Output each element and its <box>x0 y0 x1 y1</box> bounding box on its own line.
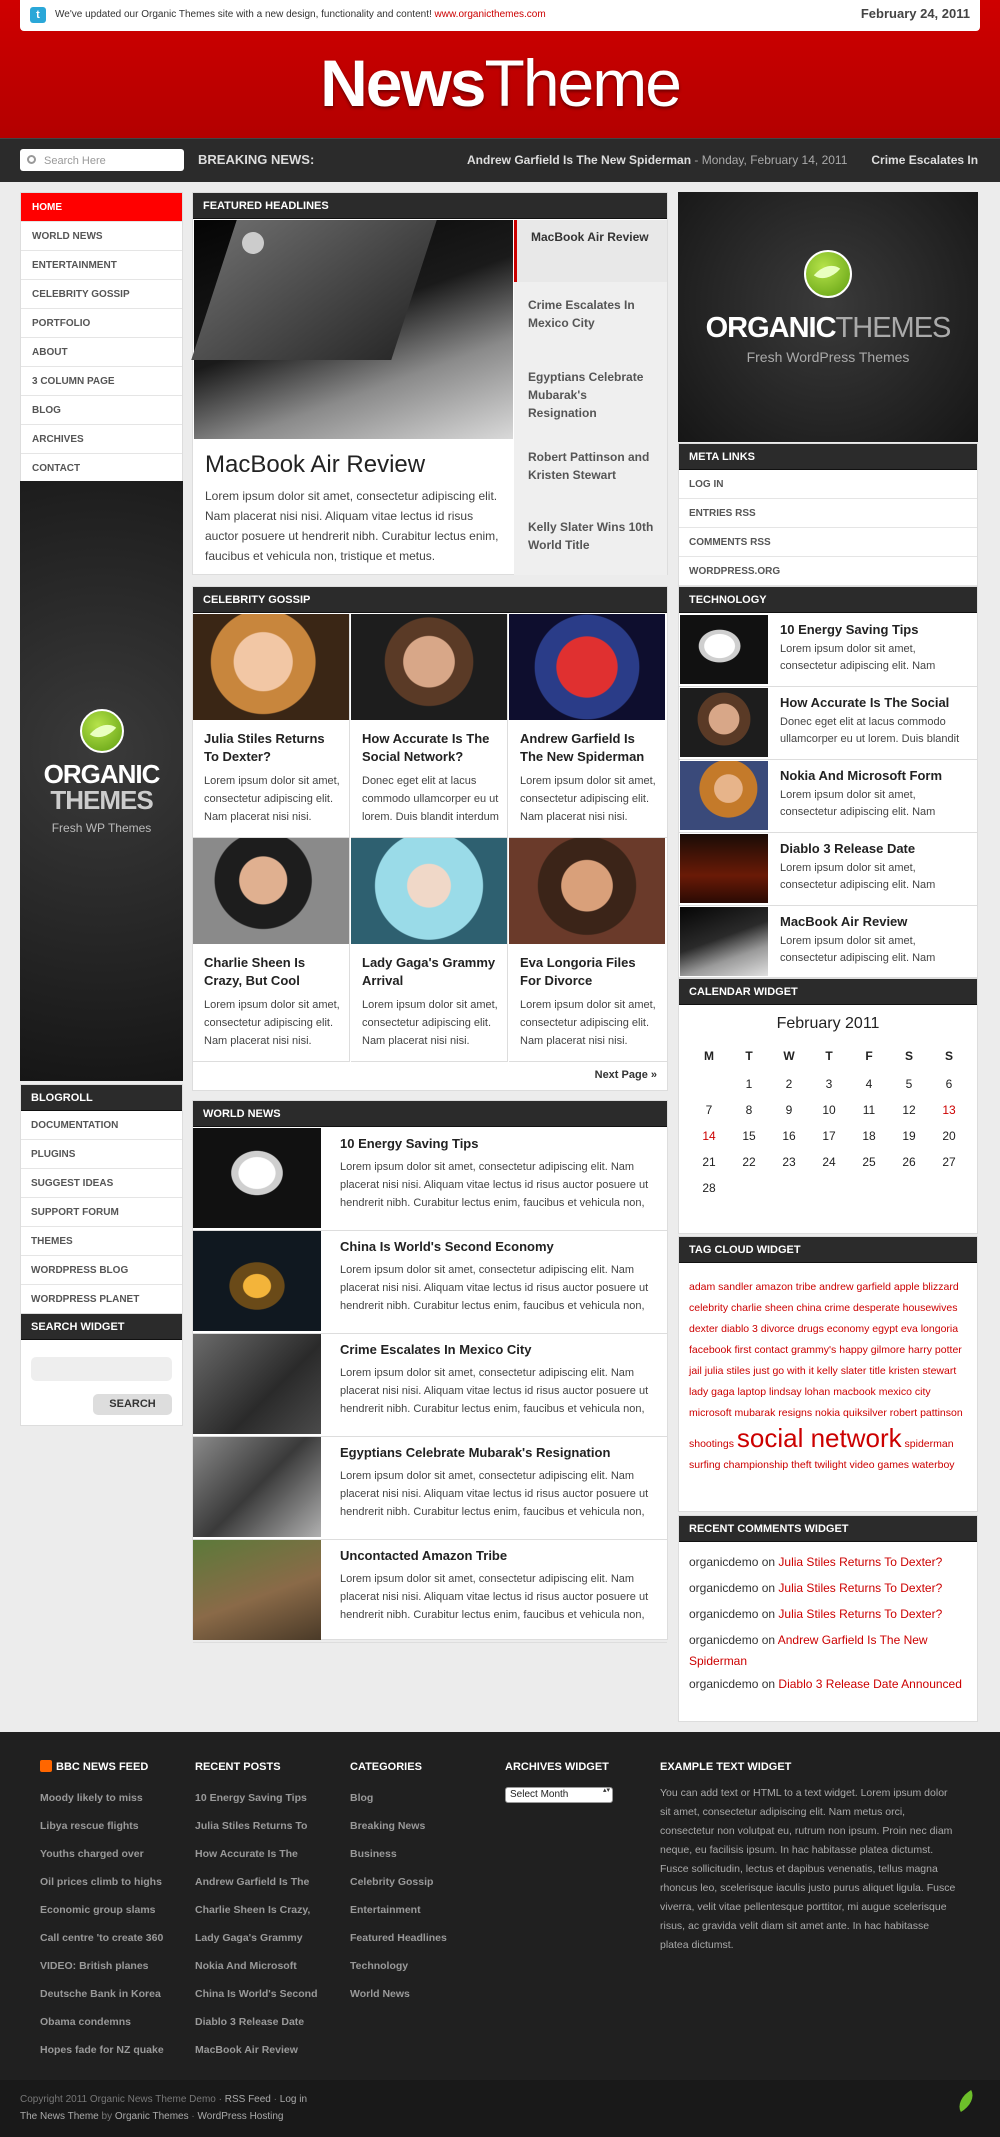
calendar-day[interactable]: 26 <box>902 1155 916 1169</box>
recent-post-link[interactable]: Charlie Sheen Is Crazy, <box>195 1904 311 1916</box>
featured-headlines <box>192 192 668 575</box>
calendar-month: February 2011 <box>776 1015 880 1032</box>
blogroll-link[interactable]: THEMES <box>21 1227 182 1256</box>
credits-line: The News Theme by Organic Themes · WordPress Hosting <box>20 2111 284 2122</box>
recent-comments-widget <box>678 1515 978 1722</box>
celebrity-gossip <box>192 586 668 1091</box>
world-news-row[interactable] <box>193 1128 667 1231</box>
rss-icon <box>40 1760 52 1772</box>
recent-post-link[interactable]: Andrew Garfield Is The <box>195 1876 310 1888</box>
meta-links-widget <box>678 443 978 587</box>
text-widget-body: You can add text or HTML to a text widget. Lorem ipsum dolor sit amet, consectetur adipiscing elit. Nam metus orci, consectetur non volutpat eu, rutrum non ipsum. Proin nec diam neque, eu facilisis ipsum. In hac habitasse platea dictumst. Fusce sollicitudin, lectus et dapibus venenatis, tellus magna rhoncus leo, scelerisque iaculis justo purus aliquet ligula. Fusce viverra, velit vitae pellentesque porttitor, mi augue scelerisque risus, ac gravida velit diam sit amet ante. In hac habitasse platea dictumst. <box>660 1787 956 1951</box>
nav-item-blog[interactable]: BLOG <box>21 396 182 425</box>
blogroll-title: BLOGROLL <box>21 1085 182 1111</box>
technology-title[interactable]: How Accurate Is The Social <box>780 695 950 710</box>
gossip-title: CELEBRITY GOSSIP <box>193 587 667 613</box>
featured-excerpt: Lorem ipsum dolor sit amet, consectetur adipiscing elit. Nam placerat nisi nisi. Aliquam vitae lectus id risus auctor posuere ut hendrerit nibh. Curabitur lectus enim, faucibus et vehicula non, tristique et metus. <box>205 489 499 563</box>
featured-list-item[interactable]: Kelly Slater Wins 10th World Title <box>528 520 654 552</box>
calendar-day[interactable]: 22 <box>742 1155 756 1169</box>
technology-title: TECHNOLOGY <box>679 587 977 613</box>
nav-item-3-column-page[interactable]: 3 COLUMN PAGE <box>21 367 182 396</box>
leaf-icon <box>954 2090 978 2112</box>
gossip-card-text: Lorem ipsum dolor sit amet, consectetur adipiscing elit. Nam placerat nisi nisi. <box>362 999 498 1047</box>
categories: CATEGORIES Blog Breaking News Business Celebrity Gossip Entertainment Featured Headlines Technology World News <box>350 1758 447 2008</box>
comment-author[interactable]: organicdemo <box>689 1633 759 1647</box>
calendar-day-header: T <box>825 1049 833 1063</box>
meta-link[interactable]: ENTRIES RSS <box>679 499 977 528</box>
recent-comment <box>689 1630 971 1672</box>
banner-subtitle: Fresh WordPress Themes <box>746 349 910 365</box>
comment-author[interactable]: organicdemo <box>689 1677 759 1691</box>
rss-feed-link[interactable]: RSS Feed <box>224 2094 271 2105</box>
world-news-image[interactable] <box>193 1540 321 1640</box>
featured-list-item[interactable]: Crime Escalates In Mexico City <box>528 298 635 330</box>
world-news <box>192 1100 668 1640</box>
world-news-title[interactable]: Egyptians Celebrate Mubarak's Resignation <box>340 1445 611 1460</box>
calendar-title: CALENDAR WIDGET <box>679 979 977 1005</box>
world-news-text: Lorem ipsum dolor sit amet, consectetur adipiscing elit. Nam placerat nisi nisi. Aliquam vitae lectus id risus auctor posuere ut hendrerit nibh. Curabitur lectus enim, faucibus et vehicula non, <box>340 1367 649 1415</box>
meta-link[interactable]: COMMENTS RSS <box>679 528 977 557</box>
nav-item-about[interactable]: ABOUT <box>21 338 182 367</box>
calendar-day[interactable]: 19 <box>902 1129 916 1143</box>
calendar-day[interactable]: 15 <box>742 1129 756 1143</box>
announcement-link[interactable]: www.organicthemes.com <box>434 9 546 20</box>
world-news-text: Lorem ipsum dolor sit amet, consectetur adipiscing elit. Nam placerat nisi nisi. Aliquam vitae lectus id risus auctor posuere ut hendrerit nibh. Curabitur lectus enim, faucibus et vehicula non, <box>340 1573 649 1621</box>
gossip-card-text: Lorem ipsum dolor sit amet, consectetur adipiscing elit. Nam placerat nisi nisi. <box>204 999 340 1047</box>
search-icon <box>27 155 36 164</box>
world-news-image[interactable] <box>193 1334 321 1434</box>
banner-title: ORGANICTHEMES <box>705 312 951 344</box>
technology-image[interactable] <box>680 615 768 684</box>
technology-title[interactable]: MacBook Air Review <box>780 914 908 929</box>
comment-author[interactable]: organicdemo <box>689 1555 759 1569</box>
technology-title[interactable]: Nokia And Microsoft Form <box>780 768 943 783</box>
search-widget-title: SEARCH WIDGET <box>21 1314 182 1340</box>
technology-image[interactable] <box>680 688 768 757</box>
calendar-day[interactable]: 6 <box>945 1077 953 1091</box>
breaking-news-label: BREAKING NEWS: <box>198 152 315 167</box>
technology-image[interactable] <box>680 761 768 830</box>
bbc-feed: BBC NEWS FEED Moody likely to miss Libya rescue flights Youths charged over Oil prices climb to highs Economic group slams Call centre 'to create 360 VIDEO: British planes Deutsche Bank in Korea Obama condemns Hopes fade for NZ quake <box>40 1758 164 2064</box>
gossip-card[interactable] <box>351 838 508 1062</box>
meta-title: META LINKS <box>679 444 977 470</box>
gossip-image[interactable] <box>509 838 665 944</box>
tag-cloud[interactable]: adam sandler amazon tribe andrew garfield apple blizzard celebrity charlie sheen china crime desperate housewives dexter diablo 3 divorce drugs economy egypt eva longoria facebook first contact grammy's happy gilmore harry potter jail julia stiles just go with it kelly slater title kristen stewart lady gaga laptop lindsay lohan macbook mexico city microsoft mubarak resigns nokia quiksilver robert pattinson shootings social network spiderman surfing championship theft twilight video games waterboy <box>689 1281 963 1471</box>
world-news-row[interactable] <box>193 1334 667 1437</box>
calendar-day-header: M <box>704 1049 714 1063</box>
nav-item-home[interactable]: HOME <box>21 193 182 222</box>
calendar-day[interactable]: 27 <box>942 1155 956 1169</box>
technology-image[interactable] <box>680 907 768 976</box>
category-link[interactable]: Business <box>350 1848 397 1860</box>
blogroll-link[interactable]: WORDPRESS PLANET <box>21 1285 182 1314</box>
nav-item-contact[interactable]: CONTACT <box>21 454 182 483</box>
blogroll-link[interactable]: DOCUMENTATION <box>21 1111 182 1140</box>
recent-comment <box>689 1604 971 1625</box>
bbc-feed-item[interactable]: Call centre 'to create 360 <box>40 1932 164 1944</box>
calendar-day[interactable]: 25 <box>862 1155 876 1169</box>
next-page-link[interactable]: Next Page » <box>594 1069 657 1081</box>
recent-post-link[interactable]: 10 Energy Saving Tips <box>195 1792 307 1804</box>
technology-text: Lorem ipsum dolor sit amet, consectetur adipiscing elit. Nam <box>780 935 936 964</box>
announcement-bar <box>20 0 980 31</box>
gossip-card[interactable] <box>351 614 508 838</box>
recent-comment <box>689 1552 971 1573</box>
organic-themes-banner[interactable] <box>678 192 978 442</box>
calendar-day[interactable]: 28 <box>702 1181 716 1195</box>
calendar-day[interactable]: 2 <box>785 1077 793 1091</box>
calendar-day[interactable]: 14 <box>702 1129 716 1143</box>
calendar-day-header: T <box>745 1049 753 1063</box>
world-news-row[interactable] <box>193 1437 667 1540</box>
gossip-card-text: Lorem ipsum dolor sit amet, consectetur adipiscing elit. Nam placerat nisi nisi. <box>520 775 656 823</box>
calendar-day[interactable]: 13 <box>942 1103 956 1117</box>
comment-post-link[interactable]: Julia Stiles Returns To Dexter? <box>778 1555 943 1569</box>
news-ticker[interactable]: Andrew Garfield Is The New Spiderman - Monday, February 14, 2011 Crime Escalates In <box>467 153 979 167</box>
login-link[interactable]: Log in <box>279 2094 308 2105</box>
world-news-image[interactable] <box>193 1231 321 1331</box>
recent-post-link[interactable]: China Is World's Second <box>195 1988 318 2000</box>
announcement-text: We've updated our Organic Themes site with a new design, functionality and content! www.organicthemes.com <box>55 9 546 20</box>
gossip-card-title[interactable]: Julia Stiles Returns To Dexter? <box>204 731 325 764</box>
world-news-title[interactable]: Uncontacted Amazon Tribe <box>340 1548 508 1563</box>
category-link[interactable]: Breaking News <box>350 1820 426 1832</box>
bbc-feed-item[interactable]: Libya rescue flights <box>40 1820 139 1832</box>
search-input[interactable]: Search Here <box>20 149 184 171</box>
gossip-card-title[interactable]: Charlie Sheen Is Crazy, But Cool <box>204 955 306 988</box>
featured-list-item[interactable]: Robert Pattinson and Kristen Stewart <box>528 450 650 482</box>
gossip-card[interactable] <box>509 614 667 838</box>
featured-list-item[interactable]: MacBook Air Review <box>514 220 667 282</box>
gossip-card[interactable] <box>193 614 350 838</box>
recent-comment <box>689 1674 971 1695</box>
technology-text: Lorem ipsum dolor sit amet, consectetur adipiscing elit. Nam <box>780 789 936 818</box>
gossip-image[interactable] <box>351 838 507 944</box>
technology-title[interactable]: 10 Energy Saving Tips <box>780 622 919 637</box>
technology-title[interactable]: Diablo 3 Release Date <box>780 841 916 856</box>
nav-item-portfolio[interactable]: PORTFOLIO <box>21 309 182 338</box>
calendar-day[interactable]: 16 <box>782 1129 796 1143</box>
meta-link[interactable]: LOG IN <box>679 470 977 499</box>
recent-comments-title: RECENT COMMENTS WIDGET <box>679 1516 977 1542</box>
recent-post-link[interactable]: Julia Stiles Returns To <box>195 1820 308 1832</box>
gossip-image[interactable] <box>509 614 665 720</box>
recent-comment <box>689 1578 971 1599</box>
world-news-title[interactable]: Crime Escalates In Mexico City <box>340 1342 532 1357</box>
calendar-day[interactable]: 24 <box>822 1155 836 1169</box>
comment-on: on <box>761 1607 776 1621</box>
calendar-day[interactable]: 5 <box>905 1077 913 1091</box>
world-news-text: Lorem ipsum dolor sit amet, consectetur adipiscing elit. Nam placerat nisi nisi. Aliquam vitae lectus id risus auctor posuere ut hendrerit nibh. Curabitur lectus enim, faucibus et vehicula non, <box>340 1470 649 1518</box>
world-news-text: Lorem ipsum dolor sit amet, consectetur adipiscing elit. Nam placerat nisi nisi. Aliquam vitae lectus id risus auctor posuere ut hendrerit nibh. Curabitur lectus enim, faucibus et vehicula non, <box>340 1161 649 1209</box>
calendar-day-header: F <box>865 1049 873 1063</box>
gossip-image[interactable] <box>351 614 507 720</box>
calendar-day[interactable]: 10 <box>822 1103 836 1117</box>
comment-on: on <box>761 1633 776 1647</box>
calendar-day[interactable]: 12 <box>902 1103 916 1117</box>
gossip-card-title[interactable]: Lady Gaga's Grammy Arrival <box>362 955 496 988</box>
technology-row[interactable] <box>679 687 977 760</box>
technology-image[interactable] <box>680 834 768 903</box>
recent-post-link[interactable]: Diablo 3 Release Date <box>195 2016 305 2028</box>
recent-posts: RECENT POSTS 10 Energy Saving Tips Julia Stiles Returns To How Accurate Is The Andrew Garfield Is The Charlie Sheen Is Crazy, Lady Gaga's Grammy Nokia And Microsoft China Is World's Second Diablo 3 Release Date MacBook Air Review <box>195 1758 318 2064</box>
world-news-title[interactable]: 10 Energy Saving Tips <box>340 1136 479 1151</box>
calendar-day-header: S <box>944 1049 953 1063</box>
category-link[interactable]: World News <box>350 1988 410 2000</box>
comment-author[interactable]: organicdemo <box>689 1581 759 1595</box>
calendar-day-header: S <box>904 1049 913 1063</box>
featured-headline[interactable]: MacBook Air Review <box>205 451 426 478</box>
technology-row[interactable] <box>679 760 977 833</box>
bbc-feed-item[interactable]: Obama condemns <box>40 2016 132 2028</box>
category-link[interactable]: Technology <box>350 1960 409 1972</box>
category-link[interactable]: Entertainment <box>350 1904 421 1916</box>
bbc-feed-item[interactable]: Oil prices climb to highs <box>40 1876 162 1888</box>
recent-post-link[interactable]: Nokia And Microsoft <box>195 1960 297 1972</box>
gossip-image[interactable] <box>193 838 349 944</box>
gossip-card-title[interactable]: How Accurate Is The Social Network? <box>362 731 490 764</box>
search-widget-input[interactable] <box>31 1357 172 1381</box>
technology-row[interactable] <box>679 906 977 979</box>
gossip-card[interactable] <box>509 838 667 1062</box>
bbc-feed-item[interactable]: VIDEO: British planes <box>40 1960 149 1972</box>
twitter-icon[interactable]: t <box>30 7 46 23</box>
blogroll-link[interactable]: PLUGINS <box>21 1140 182 1169</box>
gossip-card[interactable] <box>193 838 350 1062</box>
gossip-card-title[interactable]: Eva Longoria Files For Divorce <box>520 955 636 988</box>
technology-text: Donec eget elit at lacus commodo ullamcorper eu ut lorem. Duis blandit <box>780 716 960 745</box>
leaf-icon <box>804 250 852 298</box>
world-news-text: Lorem ipsum dolor sit amet, consectetur adipiscing elit. Nam placerat nisi nisi. Aliquam vitae lectus id risus auctor posuere ut hendrerit nibh. Curabitur lectus enim, faucibus et vehicula non, <box>340 1264 649 1312</box>
category-link[interactable]: Featured Headlines <box>350 1932 447 1944</box>
recent-post-link[interactable]: Lady Gaga's Grammy <box>195 1932 303 1944</box>
nav-item-celebrity-gossip[interactable]: CELEBRITY GOSSIP <box>21 280 182 309</box>
world-news-image[interactable] <box>193 1437 321 1537</box>
calendar-day[interactable]: 1 <box>745 1077 753 1091</box>
main-navigation <box>20 192 183 484</box>
comment-post-link[interactable]: Julia Stiles Returns To Dexter? <box>778 1581 943 1595</box>
ad-title: ORGANIC THEMES <box>43 759 160 815</box>
recent-post-link[interactable]: How Accurate Is The <box>195 1848 298 1860</box>
technology-text: Lorem ipsum dolor sit amet, consectetur adipiscing elit. Nam <box>780 643 936 672</box>
comment-on: on <box>761 1555 776 1569</box>
world-news-row[interactable] <box>193 1540 667 1643</box>
leaf-icon <box>80 709 124 753</box>
gossip-card-text: Lorem ipsum dolor sit amet, consectetur adipiscing elit. Nam placerat nisi nisi. <box>204 775 340 823</box>
calendar-day[interactable]: 4 <box>865 1077 873 1091</box>
world-news-title[interactable]: China Is World's Second Economy <box>340 1239 554 1254</box>
gossip-card-text: Donec eget elit at lacus commodo ullamcorper eu ut lorem. Duis blandit interdum <box>362 775 499 823</box>
meta-link[interactable]: WORDPRESS.ORG <box>679 557 977 586</box>
calendar-day[interactable]: 9 <box>785 1103 793 1117</box>
bbc-feed-item[interactable]: Hopes fade for NZ quake <box>40 2044 164 2056</box>
blogroll-link[interactable]: SUPPORT FORUM <box>21 1198 182 1227</box>
tag-cloud-widget <box>678 1236 978 1512</box>
calendar-day[interactable]: 18 <box>862 1129 876 1143</box>
calendar-day[interactable]: 8 <box>745 1103 753 1117</box>
search-button[interactable]: SEARCH <box>93 1394 172 1415</box>
organic-themes-ad[interactable] <box>20 481 183 1081</box>
apple-logo <box>242 232 264 254</box>
calendar-day[interactable]: 21 <box>702 1155 716 1169</box>
gossip-image[interactable] <box>193 614 349 720</box>
featured-image[interactable] <box>194 220 513 439</box>
world-news-title: WORLD NEWS <box>193 1101 667 1127</box>
breaking-news-bar <box>0 138 1000 182</box>
category-link[interactable]: Blog <box>350 1792 374 1804</box>
calendar-day-header: W <box>783 1049 795 1063</box>
calendar-day[interactable]: 7 <box>705 1103 713 1117</box>
bbc-feed-item[interactable]: Moody likely to miss <box>40 1792 143 1804</box>
gossip-card-text: Lorem ipsum dolor sit amet, consectetur adipiscing elit. Nam placerat nisi nisi. <box>520 999 656 1047</box>
blogroll-widget <box>20 1084 183 1315</box>
technology-text: Lorem ipsum dolor sit amet, consectetur adipiscing elit. Nam <box>780 862 936 891</box>
calendar-day[interactable]: 17 <box>822 1129 836 1143</box>
ad-subtitle: Fresh WP Themes <box>51 821 152 835</box>
nav-item-world-news[interactable]: WORLD NEWS <box>21 222 182 251</box>
site-footer <box>0 1732 1000 2080</box>
calendar-day[interactable]: 3 <box>825 1077 833 1091</box>
technology-row[interactable] <box>679 833 977 906</box>
bottom-bar <box>0 2080 1000 2137</box>
archives-widget: ARCHIVES WIDGET Select Month ▴▾ <box>505 1758 613 1803</box>
calendar-day[interactable]: 20 <box>942 1129 956 1143</box>
category-link[interactable]: Celebrity Gossip <box>350 1876 434 1888</box>
comment-author[interactable]: organicdemo <box>689 1607 759 1621</box>
calendar-widget <box>678 978 978 1234</box>
gossip-card-title[interactable]: Andrew Garfield Is The New Spiderman <box>520 731 645 764</box>
featured-title: FEATURED HEADLINES <box>193 193 667 219</box>
tag-cloud-title: TAG CLOUD WIDGET <box>679 1237 977 1263</box>
copyright-line: Copyright 2011 Organic News Theme Demo · RSS Feed · Log in <box>20 2094 308 2105</box>
bbc-feed-item[interactable]: Deutsche Bank in Korea <box>40 1988 161 2000</box>
blogroll-link[interactable]: SUGGEST IDEAS <box>21 1169 182 1198</box>
calendar-day[interactable]: 23 <box>782 1155 796 1169</box>
featured-list <box>514 220 667 575</box>
site-logo[interactable]: NewsTheme <box>320 46 680 120</box>
calendar-day[interactable]: 11 <box>862 1103 876 1117</box>
text-widget: EXAMPLE TEXT WIDGET You can add text or HTML to a text widget. Lorem ipsum dolor sit amet, consectetur adipiscing elit. Nam metus orci, consectetur non volutpat eu, rutrum non ipsum. Proin nec diam neque, eu facilisis ipsum. In hac habitasse platea dictumst. Fusce sollicitudin, lectus et dapibus venenatis, tellus magna rhoncus leo, scelerisque iaculis justo purus aliquet ligula. Fusce viverra, velit vitae pellentesque porttitor, mi augue scelerisque risus, ac gravida velit diam sit amet ante. In hac habitasse platea dictumst. <box>660 1758 960 1955</box>
world-news-image[interactable] <box>193 1128 321 1228</box>
blogroll-link[interactable]: WORDPRESS BLOG <box>21 1256 182 1285</box>
comment-post-link[interactable]: Julia Stiles Returns To Dexter? <box>778 1607 943 1621</box>
technology-widget <box>678 586 978 978</box>
world-news-row[interactable] <box>193 1231 667 1334</box>
comment-post-link[interactable]: Diablo 3 Release Date Announced <box>778 1677 962 1691</box>
featured-list-item[interactable]: Egyptians Celebrate Mubarak's Resignation <box>528 370 644 420</box>
comment-on: on <box>761 1581 776 1595</box>
comment-post-link[interactable]: Andrew Garfield Is The New Spiderman <box>689 1633 928 1668</box>
comment-on: on <box>761 1677 776 1691</box>
technology-row[interactable] <box>679 614 977 687</box>
recent-post-link[interactable]: MacBook Air Review <box>195 2044 298 2056</box>
bbc-feed-item[interactable]: Economic group slams <box>40 1904 156 1916</box>
archives-select[interactable]: Select Month ▴▾ <box>505 1787 613 1803</box>
nav-item-archives[interactable]: ARCHIVES <box>21 425 182 454</box>
bbc-feed-item[interactable]: Youths charged over <box>40 1848 144 1860</box>
search-widget <box>20 1313 183 1426</box>
current-date: February 24, 2011 <box>860 6 970 21</box>
nav-item-entertainment[interactable]: ENTERTAINMENT <box>21 251 182 280</box>
